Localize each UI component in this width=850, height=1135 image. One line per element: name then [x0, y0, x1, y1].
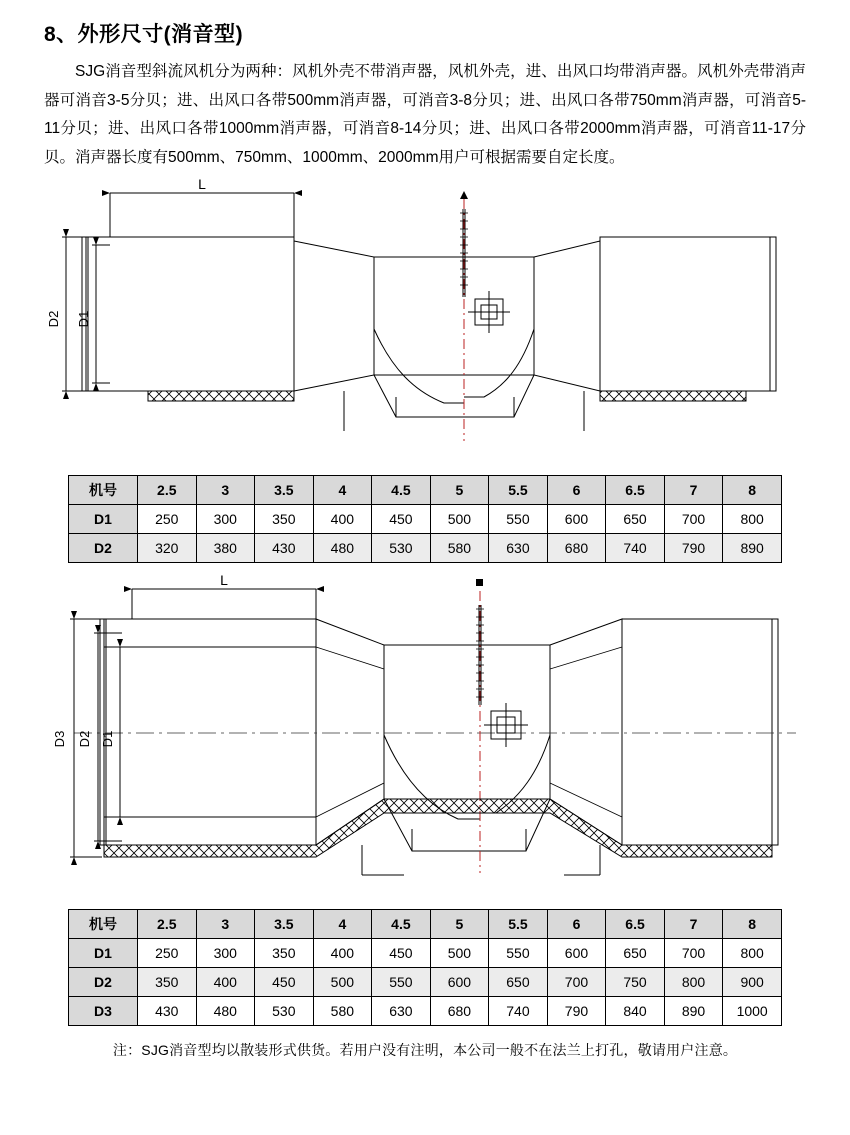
- table-row: [69, 996, 782, 1025]
- table1-model-2: 3.5: [255, 475, 314, 504]
- table2-row1-v3: 500: [313, 967, 372, 996]
- table2-row1-v0: 350: [138, 967, 197, 996]
- table1-row0-v10: 800: [723, 504, 782, 533]
- table2-row0-v2: 350: [255, 938, 314, 967]
- table1-row1-v0: 320: [138, 533, 197, 562]
- table1-model-0: 2.5: [138, 475, 197, 504]
- table-row: [69, 909, 782, 938]
- table1-model-9: 7: [664, 475, 723, 504]
- table1-row1-v3: 480: [313, 533, 372, 562]
- table2-model-5: 5: [430, 909, 489, 938]
- table2-row0-v7: 600: [547, 938, 606, 967]
- table2-row0-label: D1: [69, 938, 138, 967]
- figure2-d1-label: D1: [100, 730, 115, 747]
- table-row: [69, 938, 782, 967]
- table2-model-1: 3: [196, 909, 255, 938]
- figure1-d1-label: D1: [76, 310, 91, 327]
- table1-row0-v3: 400: [313, 504, 372, 533]
- table-row: [69, 967, 782, 996]
- table1-row1-v9: 790: [664, 533, 723, 562]
- table2-row0-v10: 800: [723, 938, 782, 967]
- table2-row1-v8: 750: [606, 967, 665, 996]
- table2-row2-v8: 840: [606, 996, 665, 1025]
- table2-row2-v1: 480: [196, 996, 255, 1025]
- table2-model-6: 5.5: [489, 909, 548, 938]
- figure-silencer-type-1: [44, 179, 806, 469]
- spec-table-2: [68, 909, 782, 1026]
- table1-model-3: 4: [313, 475, 372, 504]
- table-row: [69, 504, 782, 533]
- figure1-length-label: L: [198, 178, 206, 192]
- table1-row0-label: D1: [69, 504, 138, 533]
- table2-row2-v0: 430: [138, 996, 197, 1025]
- table2-model-8: 6.5: [606, 909, 665, 938]
- table2-model-4: 4.5: [372, 909, 431, 938]
- table2-model-10: 8: [723, 909, 782, 938]
- table2-row2-label: D3: [69, 996, 138, 1025]
- table1-model-5: 5: [430, 475, 489, 504]
- table2-row2-v5: 680: [430, 996, 489, 1025]
- table-row: [69, 475, 782, 504]
- table2-row2-v10: 1000: [723, 996, 782, 1025]
- table1-row1-v8: 740: [606, 533, 665, 562]
- table1-row0-v9: 700: [664, 504, 723, 533]
- spec-table-1: [68, 475, 782, 563]
- table1-model-7: 6: [547, 475, 606, 504]
- table2-row2-v9: 890: [664, 996, 723, 1025]
- table2-model-2: 3.5: [255, 909, 314, 938]
- table2-row1-v5: 600: [430, 967, 489, 996]
- table2-row1-v2: 450: [255, 967, 314, 996]
- table1-row1-v6: 630: [489, 533, 548, 562]
- figure2-length-label: L: [220, 572, 228, 588]
- table1-model-1: 3: [196, 475, 255, 504]
- table1-row0-v8: 650: [606, 504, 665, 533]
- table1-row0-v7: 600: [547, 504, 606, 533]
- page: [0, 18, 850, 1135]
- table1-model-6: 5.5: [489, 475, 548, 504]
- table2-model-3: 4: [313, 909, 372, 938]
- table1-header-label: 机号: [69, 475, 138, 504]
- figure1-d2-label: D2: [46, 310, 61, 327]
- table2-row2-v3: 580: [313, 996, 372, 1025]
- table2-model-9: 7: [664, 909, 723, 938]
- table2-row1-v10: 900: [723, 967, 782, 996]
- table1-row1-v4: 530: [372, 533, 431, 562]
- table2-header-label: 机号: [69, 909, 138, 938]
- table1-row1-label: D2: [69, 533, 138, 562]
- table2-row0-v0: 250: [138, 938, 197, 967]
- table1-row0-v2: 350: [255, 504, 314, 533]
- table2-row1-v7: 700: [547, 967, 606, 996]
- table1-row0-v6: 550: [489, 504, 548, 533]
- table2-row1-v1: 400: [196, 967, 255, 996]
- table1-row1-v7: 680: [547, 533, 606, 562]
- table-row: [69, 533, 782, 562]
- figure2-d2-label: D2: [77, 730, 92, 747]
- table2-row1-v4: 550: [372, 967, 431, 996]
- table2-row1-v9: 800: [664, 967, 723, 996]
- table2-row1-label: D2: [69, 967, 138, 996]
- table1-row1-v5: 580: [430, 533, 489, 562]
- table2-row0-v9: 700: [664, 938, 723, 967]
- table2-row0-v1: 300: [196, 938, 255, 967]
- table2-row0-v4: 450: [372, 938, 431, 967]
- table2-model-7: 6: [547, 909, 606, 938]
- table1-row0-v0: 250: [138, 504, 197, 533]
- footnote: 注：SJG消音型均以散装形式供货。若用户没有注明，本公司一般不在法兰上打孔，敬请用户注意。: [112, 1041, 738, 1058]
- table1-row1-v10: 890: [723, 533, 782, 562]
- table2-model-0: 2.5: [138, 909, 197, 938]
- table2-row0-v8: 650: [606, 938, 665, 967]
- table1-row1-v2: 430: [255, 533, 314, 562]
- table2-row0-v3: 400: [313, 938, 372, 967]
- page-title: 8、外形尺寸(消音型): [44, 23, 244, 46]
- table2-row2-v6: 740: [489, 996, 548, 1025]
- table1-model-8: 6.5: [606, 475, 665, 504]
- figure-silencer-type-2: [44, 573, 806, 903]
- table1-model-4: 4.5: [372, 475, 431, 504]
- table2-row1-v6: 650: [489, 967, 548, 996]
- figure2-d3-label: D3: [52, 730, 67, 747]
- table2-row2-v4: 630: [372, 996, 431, 1025]
- table1-row0-v4: 450: [372, 504, 431, 533]
- table1-row1-v1: 380: [196, 533, 255, 562]
- table1-model-10: 8: [723, 475, 782, 504]
- table2-row2-v7: 790: [547, 996, 606, 1025]
- table1-row0-v1: 300: [196, 504, 255, 533]
- table2-row2-v2: 530: [255, 996, 314, 1025]
- intro-paragraph: SJG消音型斜流风机分为两种：风机外壳不带消声器，风机外壳，进、出风口均带消声器。风机外壳带消声器可消音3-5分贝；进、出风口各带500mm消声器，可消音3-8分贝；进、出风口各带750mm消声器，可消音5-11分贝；进、出风口各带1000mm消声器，可消音8-14分贝；进、出风口各带2000mm消声器，可消音11-17分贝。消声器长度有500mm、750mm、1000mm、2000mm用户可根据需要自定长度。: [44, 63, 806, 167]
- table2-row0-v6: 550: [489, 938, 548, 967]
- table1-row0-v5: 500: [430, 504, 489, 533]
- table2-row0-v5: 500: [430, 938, 489, 967]
